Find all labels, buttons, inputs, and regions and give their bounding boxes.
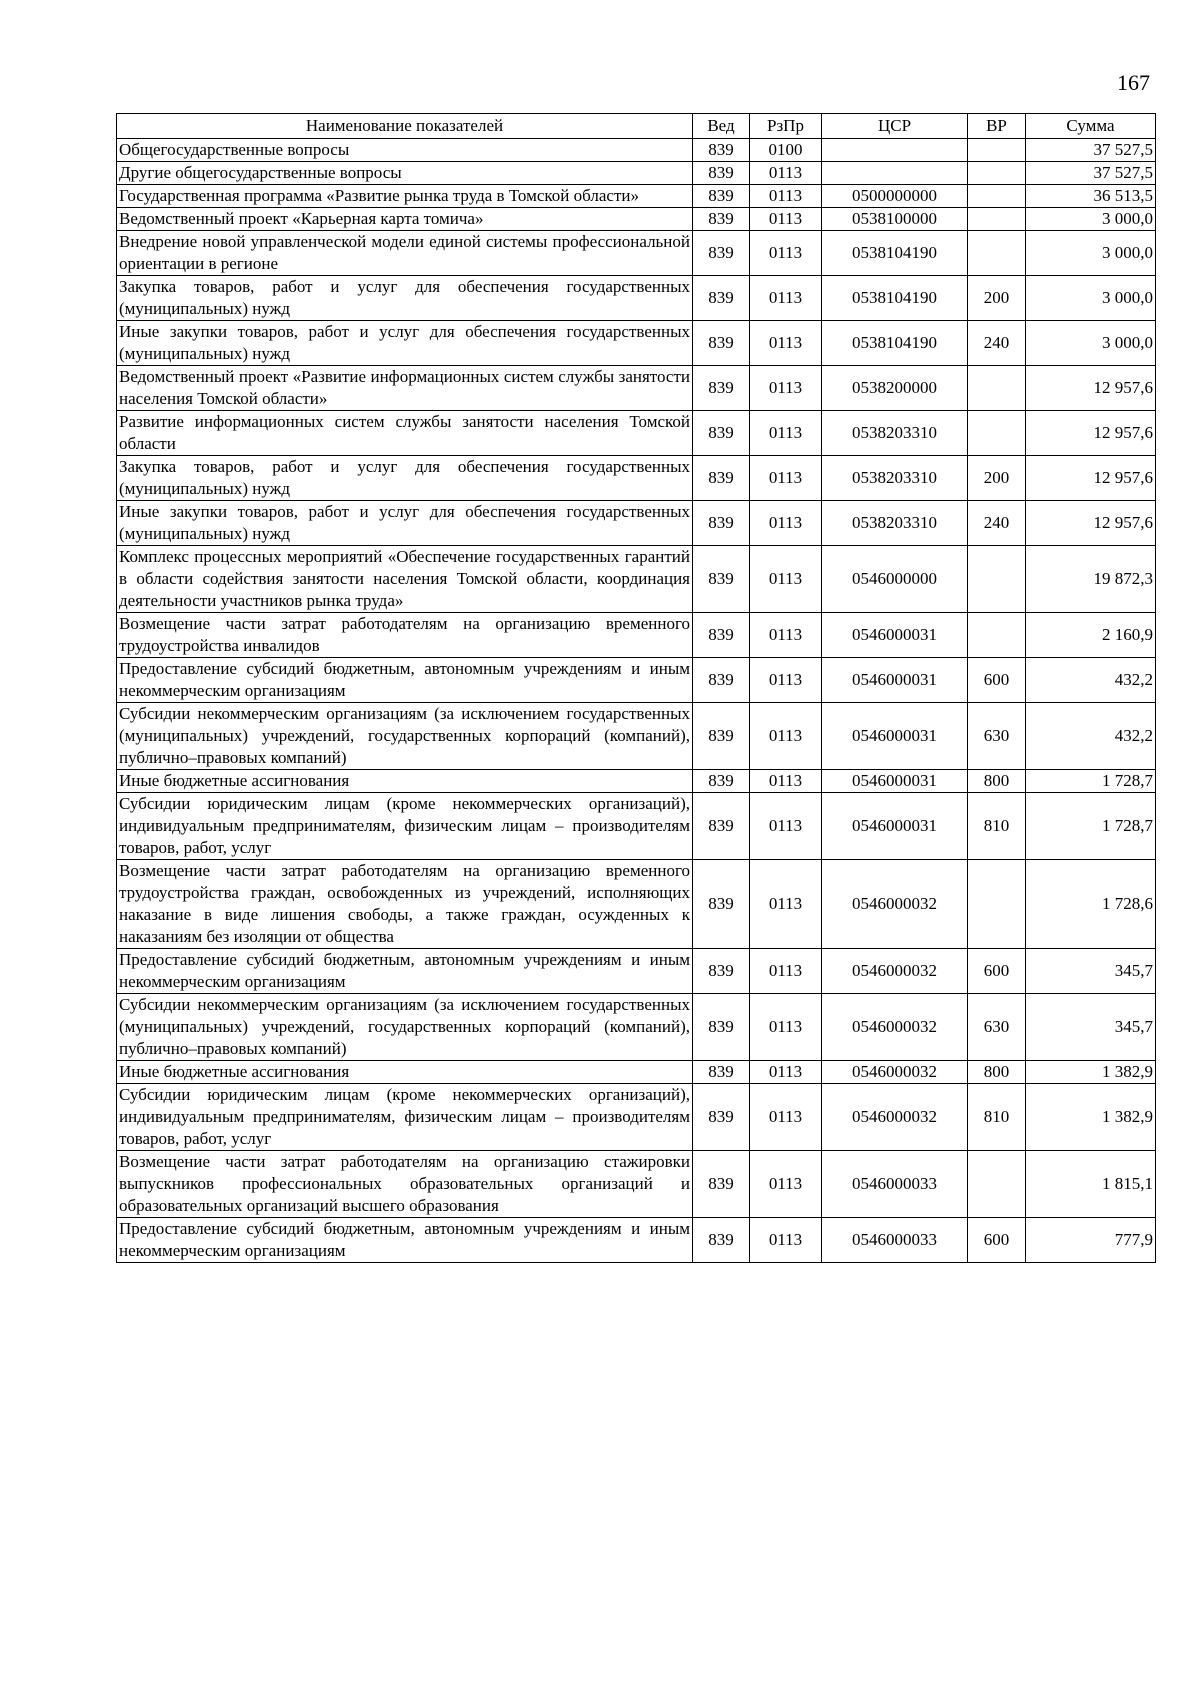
cell-rzpr: 0113 [750,793,822,860]
cell-ved: 839 [693,501,750,546]
cell-ved: 839 [693,546,750,613]
table-row [117,231,1156,276]
cell-rzpr: 0100 [750,139,822,162]
cell-rzpr: 0113 [750,994,822,1061]
cell-rzpr: 0113 [750,1061,822,1084]
cell-name: Общегосударственные вопросы [117,139,693,162]
cell-vr: 810 [968,1084,1026,1151]
cell-csr: 0546000031 [822,658,968,703]
cell-ved: 839 [693,703,750,770]
cell-csr: 0538104190 [822,231,968,276]
cell-ved: 839 [693,658,750,703]
cell-vr: 600 [968,949,1026,994]
cell-rzpr: 0113 [750,949,822,994]
cell-csr [822,162,968,185]
cell-rzpr: 0113 [750,501,822,546]
cell-name: Ведомственный проект «Развитие информационных систем службы занятости населения Томской области» [117,366,693,411]
cell-vr: 600 [968,658,1026,703]
cell-sum: 12 957,6 [1026,501,1156,546]
cell-vr: 200 [968,456,1026,501]
cell-ved: 839 [693,994,750,1061]
header-name: Наименование показателей [117,114,693,139]
cell-sum: 36 513,5 [1026,185,1156,208]
table-row [117,994,1156,1061]
table-row [117,703,1156,770]
cell-sum: 1 728,7 [1026,793,1156,860]
table-row [117,1061,1156,1084]
cell-csr: 0546000032 [822,949,968,994]
cell-ved: 839 [693,1218,750,1263]
cell-vr: 600 [968,1218,1026,1263]
cell-csr: 0500000000 [822,185,968,208]
cell-csr: 0538200000 [822,366,968,411]
cell-ved: 839 [693,1084,750,1151]
cell-csr: 0546000033 [822,1151,968,1218]
cell-name: Предоставление субсидий бюджетным, автономным учреждениям и иным некоммерческим организациям [117,949,693,994]
cell-rzpr: 0113 [750,321,822,366]
cell-csr: 0546000033 [822,1218,968,1263]
cell-csr: 0538203310 [822,411,968,456]
cell-rzpr: 0113 [750,208,822,231]
cell-name: Ведомственный проект «Карьерная карта томича» [117,208,693,231]
cell-ved: 839 [693,208,750,231]
table-row [117,185,1156,208]
cell-sum: 3 000,0 [1026,321,1156,366]
cell-csr: 0538203310 [822,501,968,546]
cell-csr: 0538203310 [822,456,968,501]
cell-vr: 800 [968,770,1026,793]
table-row [117,658,1156,703]
cell-vr: 200 [968,276,1026,321]
cell-name: Государственная программа «Развитие рынка труда в Томской области» [117,185,693,208]
cell-vr [968,185,1026,208]
cell-vr [968,231,1026,276]
cell-vr [968,546,1026,613]
table-row [117,276,1156,321]
cell-name: Возмещение части затрат работодателям на организацию временного трудоустройства граждан, освобожденных из учреждений, исполняющих наказание в виде лишения свободы, а также граждан, осужденных к наказаниям без изоляции от общества [117,860,693,949]
cell-csr [822,139,968,162]
cell-ved: 839 [693,860,750,949]
table-row [117,770,1156,793]
cell-ved: 839 [693,321,750,366]
table-row [117,501,1156,546]
cell-rzpr: 0113 [750,770,822,793]
cell-rzpr: 0113 [750,411,822,456]
table-row [117,613,1156,658]
header-sum: Сумма [1026,114,1156,139]
table-row [117,321,1156,366]
cell-name: Возмещение части затрат работодателям на организацию стажировки выпускников профессиональных образовательных организаций и образовательных организаций высшего образования [117,1151,693,1218]
cell-rzpr: 0113 [750,703,822,770]
cell-rzpr: 0113 [750,231,822,276]
cell-name: Закупка товаров, работ и услуг для обеспечения государственных (муниципальных) нужд [117,456,693,501]
cell-vr [968,139,1026,162]
cell-vr [968,366,1026,411]
cell-ved: 839 [693,139,750,162]
cell-sum: 12 957,6 [1026,366,1156,411]
table-row [117,546,1156,613]
cell-name: Другие общегосударственные вопросы [117,162,693,185]
cell-sum: 1 728,6 [1026,860,1156,949]
table-row [117,162,1156,185]
cell-vr [968,411,1026,456]
cell-rzpr: 0113 [750,613,822,658]
cell-rzpr: 0113 [750,1151,822,1218]
cell-ved: 839 [693,366,750,411]
cell-name: Иные бюджетные ассигнования [117,1061,693,1084]
cell-ved: 839 [693,949,750,994]
header-csr: ЦСР [822,114,968,139]
cell-vr: 240 [968,501,1026,546]
table-body [117,139,1156,1263]
cell-ved: 839 [693,185,750,208]
cell-name: Субсидии юридическим лицам (кроме некоммерческих организаций), индивидуальным предпринимателям, физическим лицам – производителям товаров, работ, услуг [117,793,693,860]
cell-csr: 0546000031 [822,770,968,793]
table-row [117,860,1156,949]
cell-sum: 37 527,5 [1026,162,1156,185]
cell-rzpr: 0113 [750,276,822,321]
cell-rzpr: 0113 [750,860,822,949]
cell-sum: 432,2 [1026,658,1156,703]
table-row [117,208,1156,231]
cell-csr: 0546000032 [822,994,968,1061]
cell-vr [968,1151,1026,1218]
cell-sum: 1 815,1 [1026,1151,1156,1218]
cell-vr [968,860,1026,949]
cell-name: Иные бюджетные ассигнования [117,770,693,793]
cell-rzpr: 0113 [750,185,822,208]
cell-sum: 432,2 [1026,703,1156,770]
table-row [117,1084,1156,1151]
table-row [117,793,1156,860]
cell-ved: 839 [693,162,750,185]
cell-vr [968,162,1026,185]
cell-csr: 0546000031 [822,703,968,770]
cell-vr: 630 [968,703,1026,770]
cell-rzpr: 0113 [750,1218,822,1263]
cell-csr: 0538104190 [822,276,968,321]
cell-sum: 1 382,9 [1026,1084,1156,1151]
cell-ved: 839 [693,276,750,321]
cell-csr: 0546000032 [822,1084,968,1151]
header-ved: Вед [693,114,750,139]
cell-csr: 0546000000 [822,546,968,613]
cell-sum: 345,7 [1026,994,1156,1061]
header-vr: ВР [968,114,1026,139]
cell-csr: 0546000031 [822,613,968,658]
cell-ved: 839 [693,770,750,793]
cell-ved: 839 [693,793,750,860]
cell-vr: 800 [968,1061,1026,1084]
table-row [117,366,1156,411]
cell-ved: 839 [693,411,750,456]
cell-name: Развитие информационных систем службы занятости населения Томской области [117,411,693,456]
cell-ved: 839 [693,1061,750,1084]
cell-sum: 3 000,0 [1026,208,1156,231]
cell-name: Возмещение части затрат работодателям на организацию временного трудоустройства инвалидов [117,613,693,658]
budget-table [116,113,1156,1263]
cell-rzpr: 0113 [750,546,822,613]
cell-rzpr: 0113 [750,366,822,411]
cell-name: Закупка товаров, работ и услуг для обеспечения государственных (муниципальных) нужд [117,276,693,321]
cell-sum: 1 382,9 [1026,1061,1156,1084]
table-row [117,1218,1156,1263]
cell-sum: 3 000,0 [1026,276,1156,321]
cell-name: Субсидии некоммерческим организациям (за исключением государственных (муниципальных) учреждений, государственных корпораций (компаний), публично–правовых компаний) [117,703,693,770]
cell-sum: 12 957,6 [1026,411,1156,456]
cell-rzpr: 0113 [750,162,822,185]
table-row [117,949,1156,994]
cell-name: Предоставление субсидий бюджетным, автономным учреждениям и иным некоммерческим организациям [117,1218,693,1263]
cell-name: Субсидии юридическим лицам (кроме некоммерческих организаций), индивидуальным предпринимателям, физическим лицам – производителям товаров, работ, услуг [117,1084,693,1151]
page-number: 167 [1117,70,1150,95]
cell-vr [968,208,1026,231]
cell-csr: 0538100000 [822,208,968,231]
table-row [117,411,1156,456]
cell-ved: 839 [693,613,750,658]
cell-rzpr: 0113 [750,1084,822,1151]
table-row [117,1151,1156,1218]
cell-name: Предоставление субсидий бюджетным, автономным учреждениям и иным некоммерческим организациям [117,658,693,703]
cell-sum: 2 160,9 [1026,613,1156,658]
cell-csr: 0546000032 [822,1061,968,1084]
cell-vr: 630 [968,994,1026,1061]
cell-ved: 839 [693,456,750,501]
cell-ved: 839 [693,231,750,276]
cell-name: Внедрение новой управленческой модели единой системы профессиональной ориентации в регионе [117,231,693,276]
cell-name: Иные закупки товаров, работ и услуг для обеспечения государственных (муниципальных) нужд [117,321,693,366]
cell-vr: 240 [968,321,1026,366]
cell-csr: 0546000031 [822,793,968,860]
table-row [117,456,1156,501]
cell-sum: 19 872,3 [1026,546,1156,613]
cell-name: Субсидии некоммерческим организациям (за исключением государственных (муниципальных) учреждений, государственных корпораций (компаний), публично–правовых компаний) [117,994,693,1061]
cell-rzpr: 0113 [750,658,822,703]
cell-sum: 37 527,5 [1026,139,1156,162]
table-header-row [117,114,1156,139]
table-row [117,139,1156,162]
cell-sum: 777,9 [1026,1218,1156,1263]
cell-vr [968,613,1026,658]
cell-ved: 839 [693,1151,750,1218]
cell-name: Комплекс процессных мероприятий «Обеспечение государственных гарантий в области содействия занятости населения Томской области, координация деятельности участников рынка труда» [117,546,693,613]
cell-rzpr: 0113 [750,456,822,501]
cell-sum: 345,7 [1026,949,1156,994]
cell-csr: 0546000032 [822,860,968,949]
cell-sum: 12 957,6 [1026,456,1156,501]
cell-name: Иные закупки товаров, работ и услуг для обеспечения государственных (муниципальных) нужд [117,501,693,546]
cell-vr: 810 [968,793,1026,860]
cell-csr: 0538104190 [822,321,968,366]
cell-sum: 1 728,7 [1026,770,1156,793]
header-rzpr: РзПр [750,114,822,139]
cell-sum: 3 000,0 [1026,231,1156,276]
